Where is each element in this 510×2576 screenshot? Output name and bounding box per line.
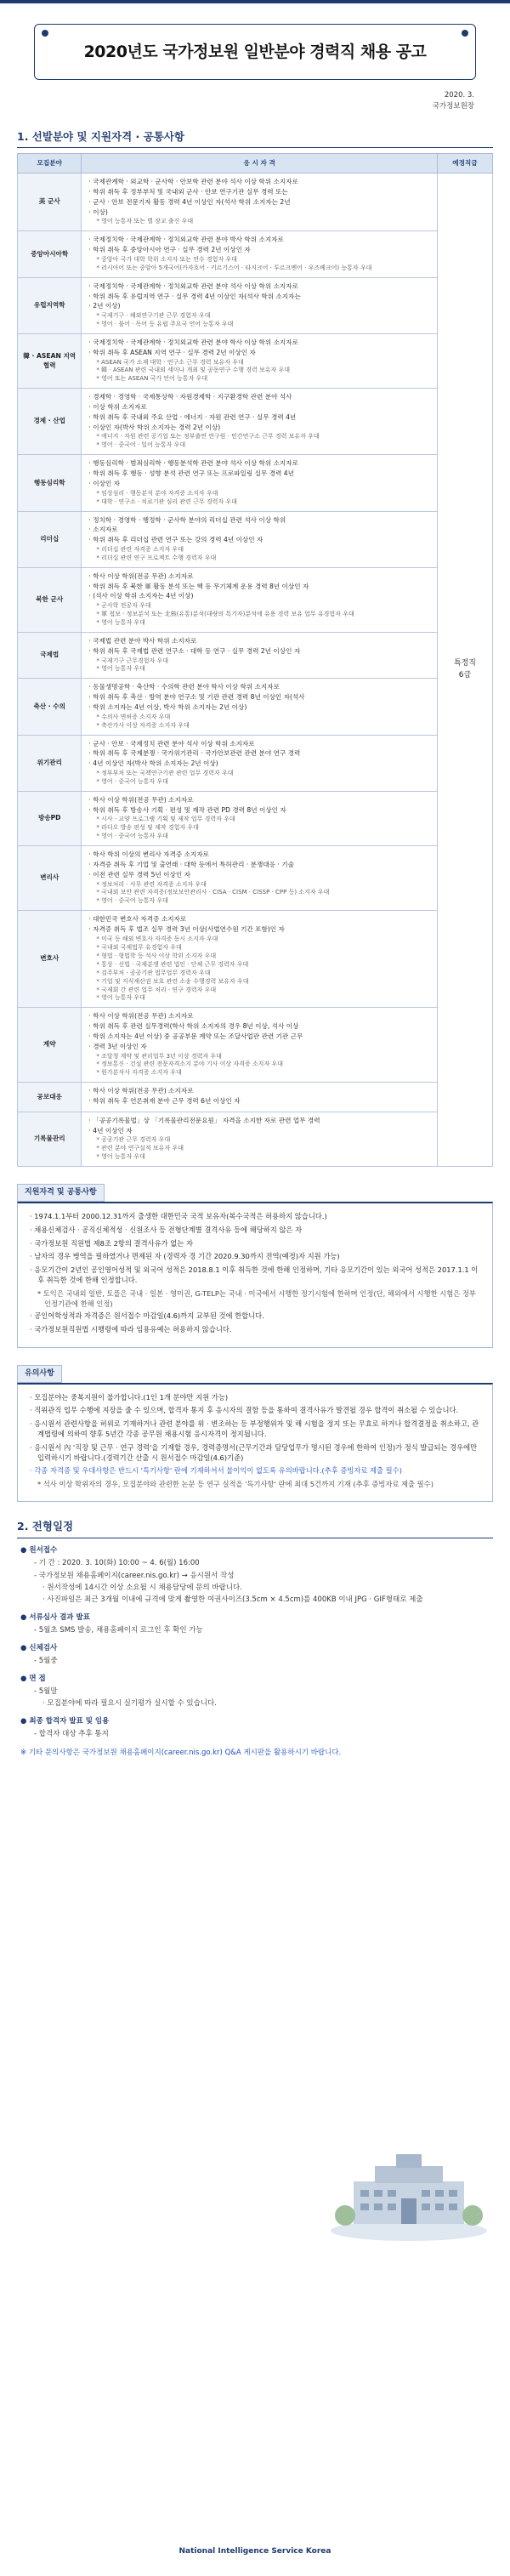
field-name: 공보대응 xyxy=(18,1083,82,1112)
table-row xyxy=(18,679,493,735)
pin-icon xyxy=(462,30,468,37)
common-item: · 남자의 경우 병역을 필하였거나 면제된 자 (경력자 경 기간 2020.9.30까지 전역(예정)자 지원 가능) xyxy=(30,1252,340,1261)
qualification-cell xyxy=(82,735,437,791)
field-name: 변호사 xyxy=(18,911,82,1008)
preference-line: * 영어 능통자 우대 xyxy=(96,994,145,1002)
table-row xyxy=(18,846,493,911)
section-title-fields: 1. 선발분야 및 지원자격 · 공통사항 xyxy=(17,129,493,149)
qualification-line: · 군사 · 안보 전문기자 활동 경력 4년 이상인 자(석사 학위 소지자는 2년 xyxy=(88,197,291,206)
preference-line: * 형법 · 형법학 등 석사 이상 학위 소지자 우대 xyxy=(96,952,217,959)
table-row xyxy=(18,333,493,388)
qualification-cell xyxy=(82,231,437,277)
preference-line: * 영어 능통자 우대 xyxy=(96,619,145,626)
qualification-line: · 국제정치학 · 국제관계학 · 정치외교학 관련 분야 학사 이상 학위 소지자로 xyxy=(88,338,298,346)
note-item: · 모집분야는 중복지원이 불가합니다.(1인 1개 분야만 지원 가능) xyxy=(30,1392,229,1402)
title-box xyxy=(34,24,476,80)
table-row xyxy=(18,567,493,632)
note-item: · 각종 자격증 및 우대사항은 반드시 '특기사항' 란에 기재하셔서 불이익이 없도록 유의바랍니다.(추후 증빙자료 제출 필수) xyxy=(30,1466,402,1476)
preference-line: * 영어 또는 ASEAN 국가 언어 능통자 우대 xyxy=(96,375,208,383)
common-item: · 채용신체검사 · 공직신체적성 · 신원조사 등 전형단계별 결격사유 등에 해당하지 않은 자 xyxy=(30,1225,303,1234)
preference-line: * 러시아어 또는 중앙아 5개국어(카자흐어 · 키르기스어 · 타지크어 · 투르크멘어 · 우즈베크어) 능통자 우대 xyxy=(96,264,372,271)
preference-line: * 국제회 간 관련 업무 처리 · 연구 경력자 우대 xyxy=(96,986,217,993)
preference-line: * 수의사 면허증 소지자 우대 xyxy=(96,713,171,720)
preference-line: * 국제기구 · 해외연구기관 근무 경험자 우대 xyxy=(96,312,211,320)
preference-line: * 영어 · 중국어 능통자 우대 xyxy=(96,777,168,785)
table-row xyxy=(18,735,493,791)
schedule-detail: - 5월중 xyxy=(34,1657,58,1666)
preference-line: * 통상 · 선법 · 국제분쟁 관련 법인 · 단체 근무 경력자 우대 xyxy=(96,960,249,968)
preference-line: * 원가분석사 자격증 소지자 우대 xyxy=(96,1069,182,1077)
qualification-line: · 이상) xyxy=(88,208,108,216)
preference-line: * 라디오 방송 편성 및 제작 경험자 우대 xyxy=(96,824,199,832)
preference-line: * 리더십 관련 연구 프로젝트 수행 경력자 우대 xyxy=(96,554,217,561)
qualification-cell xyxy=(82,277,437,333)
schedule-subdetail: · 원서작성에 14시간 이상 소요될 시 채용담당에 문의 바랍니다. xyxy=(42,1583,242,1592)
preference-line: * 영어 · 불어 · 독어 등 유럽 주요국 언어 능통자 우대 xyxy=(96,321,234,328)
table-row xyxy=(18,632,493,678)
qualification-line: · 이상인 자 xyxy=(88,479,121,487)
qualification-line: · 학위 취득 후 언론취재 분야 근무 경력 6년 이상인 자 xyxy=(88,1097,241,1106)
schedule-item xyxy=(20,1643,490,1666)
qualification-line: · 학위 취득 후 행동 · 성향 분석 관련 연구 또는 프로파일링 실무 경력 4년 xyxy=(88,469,294,478)
qualification-line: · 군사 · 안보 · 국제정치 관련 분야 석사 이상 학위 소지자로 xyxy=(88,739,255,748)
schedule-label: ● 원서접수 xyxy=(20,1545,58,1555)
preference-line: * 군사학 전공자 우대 xyxy=(96,602,151,610)
preference-line: * 조달청 계약 및 관리업무 3년 이상 경력자 우대 xyxy=(96,1052,222,1060)
field-name: 리더십 xyxy=(18,511,82,567)
note-item: · 응시원서 관련사항을 허위로 기재하거나 관련 분야를 위 · 변조하는 등 부정행위자 및 해 시험을 정지 또는 무효로 하거나 합격결정을 취소하고, 관계법령에 의하여 향후 5년간 각종 공무원 채용시험 응시자격이 정지됩니다. xyxy=(30,1419,479,1438)
requirements-body xyxy=(18,173,493,1167)
qualification-line: · (석사 이상 학위 소지자는 4년 이상) xyxy=(88,592,194,600)
qualification-cell xyxy=(82,911,437,1008)
col-grade: 예정직급 xyxy=(437,154,492,173)
schedule-detail: - 국가정보원 채용홈페이지(career.nis.go.kr) → 응시원서 작성 xyxy=(34,1571,235,1580)
qualification-cell xyxy=(82,567,437,632)
col-qualification: 응 시 자 격 xyxy=(82,154,437,173)
schedule-label: ● 최종 합격자 발표 및 임용 xyxy=(20,1717,110,1726)
qualification-cell xyxy=(82,455,437,511)
schedule-item xyxy=(20,1716,490,1739)
preference-line: * 영어 · 중국어 능통자 우대 xyxy=(96,897,168,905)
table-row xyxy=(18,173,493,231)
schedule-detail: - 5월초 SMS 발송, 채용홈페이지 로그인 후 확인 가능 xyxy=(34,1626,203,1635)
qualification-line: · 경제학 · 경영학 · 국제통상학 · 자원경제학 · 지구환경학 관련 분야 석사 xyxy=(88,393,292,401)
qualification-line: · 정치학 · 경영학 · 행정학 · 군사학 분야의 리더십 관련 석사 이상 학위 xyxy=(88,515,286,524)
preference-line: * 영어 능통자 우대 xyxy=(96,665,145,673)
qualification-cell xyxy=(82,389,437,455)
qualification-line: · 자격증 취득 후 법조 실무 경력 3년 이상(사법연수원 기간 포함)인 자 xyxy=(88,925,285,934)
common-item: · 응모기간이 2년인 공인영어성적 및 외국어 성적은 2018.8.1 이후 취득한 것에 한해 인정하며, 기타 응모기간이 있는 외국어 성적은 2017.1.1 이후 취득한 것에 한해 인정합니다. xyxy=(30,1265,479,1284)
note-item: · 응시원서 內 '직장 및 근무 · 연구 경력'을 기재할 경우, 경력증명서(근무기간과 담당업무가 명시된 경우에 한하여 인정)가 정식 발급되는 경우에만 입력하시기 바랍니다.(경력기간 산출 시 원서접수 마감일(4.6)기준) xyxy=(30,1442,478,1462)
grade-type: 특정직 xyxy=(453,659,476,668)
common-item: · 국가정보원직원법 시행령에 따라 임용유예는 허용하지 않습니다. xyxy=(30,1325,232,1334)
preference-line: * 에너지 · 자원 관련 공기업 또는 정부출연 연구원 · 민간연구소 근무 경력 보유자 우대 xyxy=(96,433,320,441)
field-name: 기록물관리 xyxy=(18,1112,82,1166)
qualification-line: · 학사 이상 학위(전공 무관) 소지자로 xyxy=(88,1012,194,1021)
qualification-line: · 학위 소지자는 4년 이상, 박사 학위 소지자는 2년 이상) xyxy=(88,702,247,711)
preference-line: * 정보처리 · 사무 관련 자격증 소지자 우대 xyxy=(96,880,207,888)
grade-cell xyxy=(437,173,492,1167)
schedule-label: ● 면 접 xyxy=(20,1675,46,1684)
field-name: 중앙아시아학 xyxy=(18,231,82,277)
preference-line: * 영어 · 중국어 능통자 우대 xyxy=(96,833,168,840)
schedule-label: ● 신체검사 xyxy=(20,1644,58,1653)
preference-line: * 국제기구 근무경험자 우대 xyxy=(96,657,168,664)
issue-info xyxy=(36,90,474,112)
qualification-line: · 소지자로 xyxy=(88,526,118,534)
qualification-line: · 학위 취득 후 북한 軍 활동 분석 또는 핵 등 무기체계 운용 경력 8년 이상인 자 xyxy=(88,582,309,590)
field-name: 축산 · 수의 xyxy=(18,679,82,735)
table-row xyxy=(18,791,493,845)
qualification-line: · 국제정치학 · 국제관계학 · 정치외교학 관련 분야 석사 이상 학위 소지자로 xyxy=(88,281,298,290)
preference-line: * 영어 · 중국어 · 일어 능통자 우대 xyxy=(96,441,186,449)
common-item: · 1974.1.1부터 2000.12.31까지 출생한 대한민국 국적 보유자(복수국적은 허용하지 않습니다.) xyxy=(30,1212,327,1221)
common-box xyxy=(17,1202,493,1348)
schedule-detail: - 5월말 xyxy=(34,1687,58,1697)
notes-box xyxy=(17,1383,493,1502)
qualification-line: · 학위 취득 후 리더십 관련 연구 또는 강의 경력 4년 이상인 자 xyxy=(88,536,264,544)
table-row xyxy=(18,1008,493,1083)
preference-line: * 정부부처 또는 국책연구기관 관련 업무 경력자 우대 xyxy=(96,769,234,776)
qualification-cell xyxy=(82,1083,437,1112)
table-row xyxy=(18,1083,493,1112)
field-name: 변리사 xyxy=(18,846,82,911)
schedule-subdetail: · 모집분야에 따라 필요시 실기평가 실시할 수 있습니다. xyxy=(42,1699,217,1709)
qualification-line: · 2년 이상) xyxy=(88,302,121,310)
requirements-table xyxy=(17,153,493,1167)
qualification-line: · 학위 취득 후 유럽지역 연구 · 실무 경력 4년 이상인 자(석사 학위 소지자는 xyxy=(88,292,301,300)
table-header-row xyxy=(18,154,493,173)
top-bar xyxy=(0,0,510,3)
common-section xyxy=(17,1184,493,1348)
qualification-line: · 학사 이상 학위(전공 무관) 소지자로 xyxy=(88,1087,194,1095)
field-name: 美 군사 xyxy=(18,173,82,231)
section-title-schedule: 2. 전형일정 xyxy=(17,1519,493,1538)
preference-line: * 관련 분야 연구실적 보유자 우대 xyxy=(96,1145,184,1152)
preference-line: * 기업 및 지식재산권 보호 관련 소송 수행경력 보유자 우대 xyxy=(96,977,249,985)
qualification-line: · 학위 취득 후 축산 · 방역 분야 연구소 및 기관 관련 경력 8년 이상인 자(석사 xyxy=(88,693,305,702)
qualification-line: · 국제관계학 · 외교학 · 군사학 · 안보학 관련 분야 석사 이상 학위 소지자로 xyxy=(88,178,298,186)
headquarters-building-illustration xyxy=(328,2147,490,2241)
qualification-line: · 동물생명공학 · 축산학 · 수의학 관련 분야 학사 이상 학위 소지자로 xyxy=(88,683,280,691)
preference-line: * 리더십 관련 자격증 소지자 우대 xyxy=(96,545,184,553)
preference-line: * 미국 등 해외 변호사 자격증 동시 소지자 우대 xyxy=(96,935,218,942)
qualification-line: · 학위 취득 후 국제법 관련 연구소 · 대학 등 연구 · 실무 경력 2년 이상인 자 xyxy=(88,646,301,655)
qualification-line: · 국제법 관련 분야 박사 학위 소지자로 xyxy=(88,636,197,645)
common-subitem: * 토익은 국내외 일반, 토플은 국내 · 일본 · 영미권, G-TELP는 국내 · 미국에서 시행한 정기시험에 한하며 인정(단, 해외에서 시행한 시험은 정부인정기관에 한해 인정) xyxy=(37,1288,476,1308)
grade-text xyxy=(439,658,491,681)
field-name: 방송PD xyxy=(18,791,82,845)
qualification-line: · 학위 취득 후 관련 실무경력(학사 학위 소지자의 경우 8년 이상, 석사 이상 xyxy=(88,1022,299,1031)
schedule-item xyxy=(20,1545,490,1605)
footer-org: National Intelligence Service Korea xyxy=(178,2547,332,2556)
qualification-line: · 행동심리학 · 범죄심리학 · 행동분석학 관련 분야 석사 이상 학위 소지자로 xyxy=(88,459,298,468)
qualification-line: · 경력 3년 이상인 자 xyxy=(88,1042,147,1050)
issue-date: 2020. 3. xyxy=(444,91,474,100)
schedule-detail: - 기 간 : 2020. 3. 10(화) 10:00 ~ 4. 6(월) 16:00 xyxy=(34,1558,200,1567)
qualification-cell xyxy=(82,1008,437,1083)
issuer: 국가정보원장 xyxy=(432,101,474,111)
common-item: · 공인어학성적과 자격증은 원서접수 마감일(4.6)까지 교부된 것에 한합니다. xyxy=(30,1311,264,1321)
field-name: 위기관리 xyxy=(18,735,82,791)
schedule-item xyxy=(20,1674,490,1709)
preference-line: * 대학 · 연구소 · 치료기관 심리 관련 근무 경력자 우대 xyxy=(96,498,237,505)
field-name: 행동심리학 xyxy=(18,455,82,511)
preference-line: * 정보통신 · 건설 관련 전문자격소지 분야 기사 이상 자격증 소지자 우대 xyxy=(96,1061,283,1068)
preference-line: * 시사 · 교양 프로그램 기획 및 제작 업무 경력자 우대 xyxy=(96,816,235,823)
preference-line: * 韓 · ASEAN 관련 국내외 세미나 개최 및 공동연구 수행 경력 보유자 우대 xyxy=(96,367,291,374)
preference-line: * 영어 능통자 우대 xyxy=(96,1153,145,1161)
page-title: 2020년도 국가정보원 일반분야 경력직 채용 공고 xyxy=(83,43,427,61)
preference-line: * 중앙아 국가 대학 학위 소지자 또는 연수 경험자 우대 xyxy=(96,255,237,263)
qualification-cell xyxy=(82,791,437,845)
qualification-line: · 학위 취득 후 정부부처 및 국내외 군사 · 안보 연구기관 실무 경력 또는 xyxy=(88,188,288,196)
qualification-line: · 4년 이상인 자(박사 학위 소지자는 2년 이상) xyxy=(88,759,218,768)
field-name: 유럽지역학 xyxy=(18,277,82,333)
col-field: 모집분야 xyxy=(18,154,82,173)
contact-note: ※ 기타 문의사항은 국가정보원 채용홈페이지(career.nis.go.kr) Q&A 게시판을 활용하시기 바랍니다. xyxy=(20,1748,342,1757)
table-row xyxy=(18,277,493,333)
table-row xyxy=(18,511,493,567)
qualification-line: · 이상인 자(박사 학위 소지자는 경력 2년 이상) xyxy=(88,423,221,431)
schedule-detail: - 합격자 대상 추후 통지 xyxy=(34,1730,109,1739)
field-name: 경제 · 산업 xyxy=(18,389,82,455)
schedule-label: ● 서류심사 결과 발표 xyxy=(20,1612,90,1622)
qualification-line: · 「공공기록물법」상 「기록물관리전문요원」 자격을 소지한 자로 관련 업무 경력 xyxy=(88,1116,320,1124)
qualification-line: · 학위 소지자는 4년 이상) 중 공공부문 계약 또는 조달사업관 관련 기관 근무 xyxy=(88,1032,303,1040)
field-name: 계약 xyxy=(18,1008,82,1083)
qualification-cell xyxy=(82,679,437,735)
qualification-cell xyxy=(82,511,437,567)
table-row xyxy=(18,1112,493,1166)
qualification-cell xyxy=(82,1112,437,1166)
table-row xyxy=(18,389,493,455)
qualification-line: · 국제정치학 · 국제관계학 · 정치외교학 관련 분야 박사 학위 소지자로 xyxy=(88,236,284,244)
table-row xyxy=(18,455,493,511)
preference-line: * 공공기관 근무 경력자 우대 xyxy=(96,1136,171,1144)
qualification-line: · 학사 학위 이상의 변리사 자격증 소지자로 xyxy=(88,850,210,859)
qualification-line: · 자격증 취득 후 기업 및 출연래 · 대학 등에서 특허관리 · 분쟁대응 · 기술 xyxy=(88,860,294,868)
common-tag: 지원자격 및 공통사항 xyxy=(17,1184,105,1202)
preference-line: * 국내외 국제법무 유경험자 우대 xyxy=(96,943,182,951)
field-name: 韓 · ASEAN 지역협력 xyxy=(18,333,82,388)
notes-section xyxy=(17,1365,493,1502)
notes-tag: 유의사항 xyxy=(17,1365,62,1383)
note-item: * 석사 이상 학위자의 경우, 모집분야와 관련한 논문 등 연구 실적을 '특기사항' 란에 최대 5건까지 기재 (추후 증빙자료 제출 필수) xyxy=(37,1480,434,1489)
table-row xyxy=(18,231,493,277)
table-row xyxy=(18,911,493,1008)
qualification-line: · 대한민국 변호사 자격증 소지자로 xyxy=(88,915,187,924)
note-item: · 직위관직 업무 수행에 지장을 줄 수 있으며, 합격자 통지 후 응시자의 결함 등을 통하여 결격사유가 발견될 경우 합격이 취소될 수 있습니다. xyxy=(30,1406,459,1415)
preference-line: * 검주부처 · 공공기관 법무업무 경력자 우대 xyxy=(96,969,211,976)
field-name: 국제법 xyxy=(18,632,82,678)
pin-icon xyxy=(42,30,48,37)
qualification-line: · 학위 취득 후 중앙아시아 연구 · 실무 경력 2년 이상인 자 xyxy=(88,246,251,254)
qualification-line: · 학위 취득 후 국제분쟁 · 국가위기관리 · 국가안보관련 관련 분야 연구 경력 xyxy=(88,749,301,758)
qualification-line: · 학위 취득 후 ASEAN 지역 연구 · 실무 경력 2년 이상인 자 xyxy=(88,348,256,356)
qualification-line: · 학사 이상 학위(전공 무관) 소지자로 xyxy=(88,795,194,804)
qualification-line: · 이상 학위 소지자로 xyxy=(88,403,147,412)
qualification-cell xyxy=(82,846,437,911)
qualification-line: · 4년 이상인 자 xyxy=(88,1126,133,1134)
common-item: · 국가정보원 직원법 제8조 2항의 결격사유가 없는 자 xyxy=(30,1238,193,1248)
qualification-line: · 학위 취득 후 국내외 주요 산업 · 에너지 · 자원 관련 연구 · 실무 경력 4년 xyxy=(88,412,297,421)
grade-level: 6급 xyxy=(458,670,472,680)
preference-line: * 임상심리 · 행동분석 분야 자격증 소지자 우대 xyxy=(96,489,218,497)
schedule-list xyxy=(20,1545,490,1740)
qualification-line: · 이전 관련 실무 경력 5년 이상인 자 xyxy=(88,870,190,879)
preference-line: * 軍 첩보 · 정보분석 또는 北核(유통)분석(대량의 특기자)분석에 유용 경력 보유 업무 유경험자 우대 xyxy=(96,611,354,618)
qualification-cell xyxy=(82,632,437,678)
qualification-cell xyxy=(82,333,437,388)
preference-line: * 영어 능통자 또는 별 장교 출신 우대 xyxy=(96,218,194,225)
schedule-item xyxy=(20,1612,490,1635)
preference-line: * 축산가사 이상 자격증 소지자 우대 xyxy=(96,721,190,729)
preference-line: * ASEAN 국가 소재 대학 · 연구소 근무 경력 보유자 우대 xyxy=(96,358,244,366)
preference-line: * 국내외 보안 관련 자격증(정보보안관리사 · CISA · CISM · CISSP · CPP 등) 소지자 우대 xyxy=(96,889,330,896)
qualification-line: · 학사 이상 학위(전공 무관) 소지자로 xyxy=(88,571,194,580)
schedule-subdetail: · 사진파일은 최근 3개월 이내에 규격에 맞게 촬영한 여권사이즈(3.5cm × 4.5cm)를 400KB 이내 JPG · GIF형태로 제출 xyxy=(42,1595,423,1604)
field-name: 북한 군사 xyxy=(18,567,82,632)
qualification-cell xyxy=(82,173,437,231)
qualification-line: · 학위 취득 후 방송사 기획 · 편성 및 제작 관련 PD 경력 8년 이상인 자 xyxy=(88,805,286,814)
